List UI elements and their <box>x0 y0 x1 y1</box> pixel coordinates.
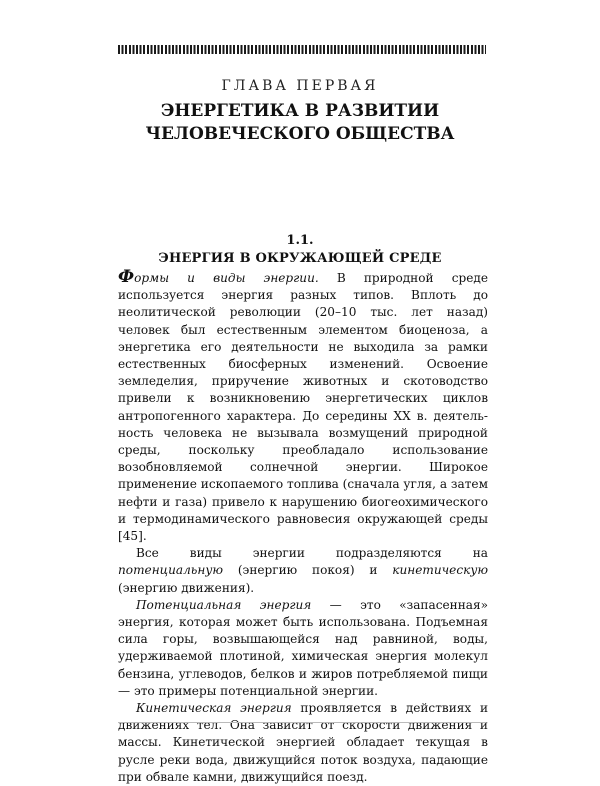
chapter-title <box>0 100 600 146</box>
body-paragraph <box>118 700 488 786</box>
chapter-label: ГЛАВА ПЕРВАЯ <box>221 78 379 94</box>
text-run: — это «запасенная» энергия, которая может быть использована. Подъемная сила горы, возвышающейся над равниной, воды, удерживаемой плотиной, химическая энергия молекул бензина, углеводов, белков и жиров потребляемой пищи — это примеры потенциальной энергии. <box>118 597 488 698</box>
page-footer-line <box>118 722 486 723</box>
chapter-title-line: ЭНЕРГЕТИКА В РАЗВИТИИ <box>160 101 440 121</box>
body-paragraph <box>118 269 488 545</box>
text-run: (энергию покоя) и <box>223 563 393 578</box>
body-paragraph <box>118 597 488 700</box>
section-title: ЭНЕРГИЯ В ОКРУЖАЮЩЕЙ СРЕДЕ <box>158 251 442 266</box>
italic-term: ормы и виды энергии. <box>134 271 319 285</box>
drop-initial: Ф <box>118 267 135 287</box>
chapter-title-line: ЧЕЛОВЕЧЕСКОГО ОБЩЕСТВА <box>145 124 455 144</box>
italic-term: Потенциальная энергия <box>136 597 312 612</box>
text-run: проявляется в действиях и движениях тел. Она зависит от скорости движения и массы. Кинетической энергией обладает текущая в русле реки вода, движущийся поток воздуха, падающие при обвале камни, движущийся поезд. <box>118 701 489 784</box>
body-text <box>118 269 488 786</box>
text-run: (энергию движения). <box>118 580 255 595</box>
text-run: В природной среде используется энергия разных типов. Вплоть до неолитической революции (20–10 тыс. лет назад) человек был естественным элементом биоценоза, а энергетика его деятельности не выходила за рамки естественных биосферных изменений. Освоение земледелия, приручение животных и скотоводство привели к возникновению энергетических циклов антропогенного характера. До середины XX в. деятельность человека не вызывала возмущений природной среды, поскольку преобладало использование возобновляемой солнечной энергии. Широкое применение ископаемого топлива (сначала угля, а затем нефти и газа) привело к нарушению биогеохимического и термодинамического равновесия окружающей среды [45]. <box>118 271 488 544</box>
italic-term: потенциальную <box>118 563 224 578</box>
body-paragraph <box>118 545 488 597</box>
italic-term: кинетическую <box>392 563 488 578</box>
decorative-header-rule <box>118 45 486 54</box>
text-run: Все виды энергии подразделяются на <box>136 546 488 561</box>
section-number: 1.1. <box>286 233 314 248</box>
italic-term: Кинетическая энергия <box>136 701 292 716</box>
